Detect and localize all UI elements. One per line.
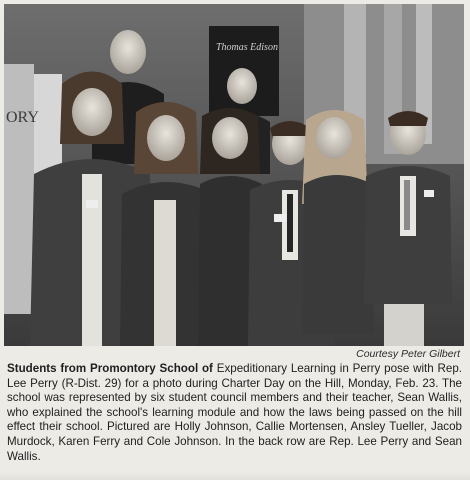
- photo-caption: [7, 362, 462, 464]
- photo-illustration: [4, 4, 464, 346]
- caption-body: Expeditionary Learning in Perry pose with Rep. Lee Perry (R-Dist. 29) for a photo during Charter Day on the Hill, Monday, Feb. 23. The school was represented by six student council members and their teacher, Sean Wallis, who explained the school's learning module and how the laws being passed on the hill effect their school. Pictured are Holly Johnson, Callie Mortensen, Ansley Tueller, Jacob Murdock, Karen Ferry and Cole Johnson. In the back row are Rep. Lee Perry and Sean Wallis.: [7, 362, 463, 463]
- partial-sign-text: ORY: [6, 109, 39, 126]
- group-photo: [4, 4, 464, 346]
- caption-lead: Students from Promontory School of: [7, 362, 213, 375]
- sign-text: Thomas Edison: [216, 42, 278, 53]
- photo-credit: Courtesy Peter Gilbert: [356, 348, 460, 360]
- page-edge: [0, 472, 470, 480]
